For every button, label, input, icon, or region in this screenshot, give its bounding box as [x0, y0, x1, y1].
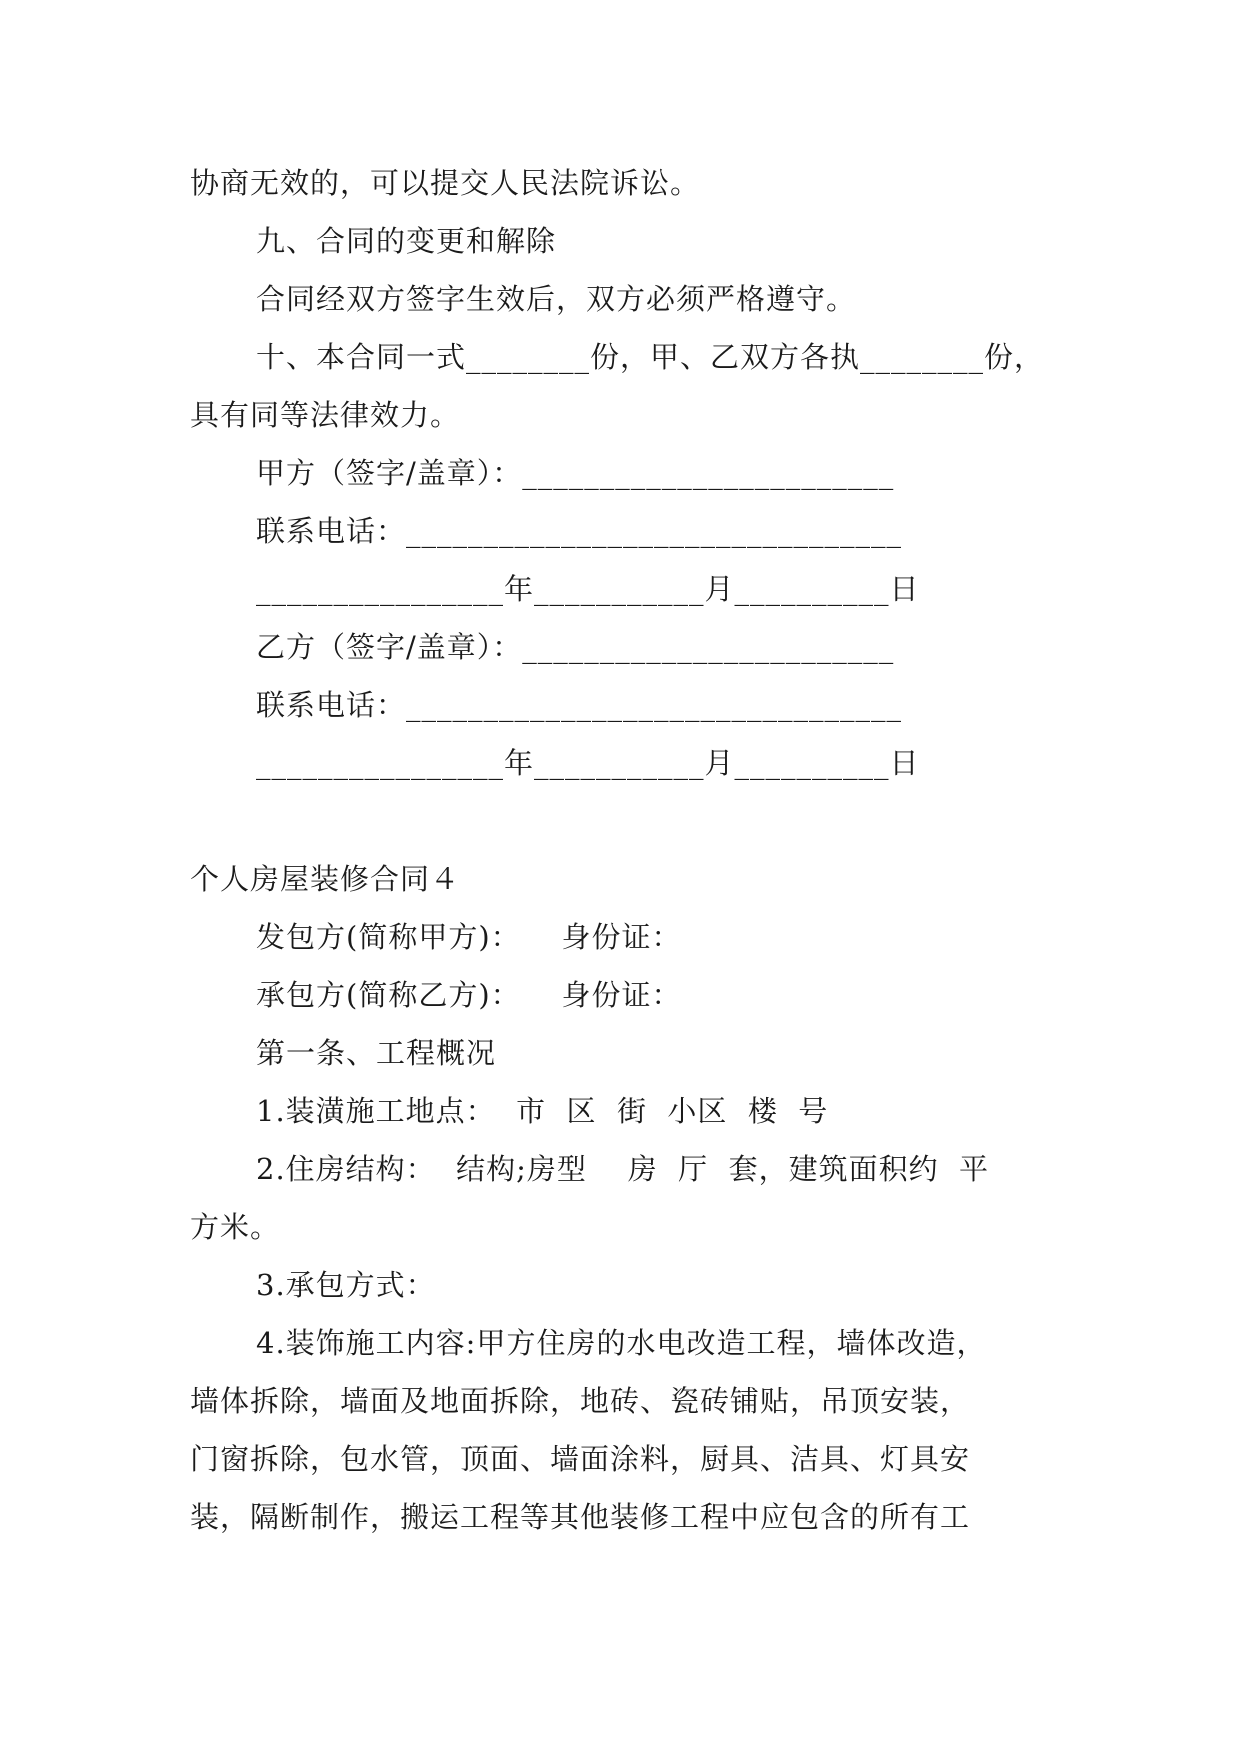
paragraph-line: 墙体拆除，墙面及地面拆除，地砖、瓷砖铺贴，吊顶安装，: [190, 1384, 971, 1418]
paragraph-line: 门窗拆除，包水管，顶面、墙面涂料，厨具、洁具、灯具安: [190, 1442, 971, 1476]
paragraph-line: 方米。: [190, 1210, 281, 1244]
party-b-signature-line: 乙方（签字/盖章）：________________________: [256, 630, 895, 664]
paragraph-line: 2.住房结构： 结构;房型 房 厅 套，建筑面积约 平: [256, 1152, 990, 1186]
paragraph-line: 装，隔断制作，搬运工程等其他装修工程中应包含的所有工: [190, 1500, 971, 1534]
paragraph-line: 3.承包方式：: [256, 1268, 436, 1302]
party-b-phone-line: 联系电话：________________________________: [256, 688, 903, 722]
paragraph-line: 合同经双方签字生效后，双方必须严格遵守。: [256, 282, 857, 316]
party-b-date-line: ________________年___________月__________日: [256, 746, 920, 780]
section-heading: 九、合同的变更和解除: [256, 224, 557, 258]
section-heading: 第一条、工程概况: [256, 1036, 497, 1070]
paragraph-line: 协商无效的，可以提交人民法院诉讼。: [190, 166, 701, 200]
party-a-date-line: ________________年___________月__________日: [256, 572, 920, 606]
paragraph-line: 4.装饰施工内容:甲方住房的水电改造工程，墙体改造，: [256, 1326, 987, 1360]
paragraph-line: 具有同等法律效力。: [190, 398, 461, 432]
paragraph-line: 承包方(简称乙方)： 身份证：: [256, 978, 682, 1012]
party-a-phone-line: 联系电话：________________________________: [256, 514, 903, 548]
party-a-signature-line: 甲方（签字/盖章）：________________________: [256, 456, 895, 490]
paragraph-line: 发包方(简称甲方)： 身份证：: [256, 920, 682, 954]
contract-title: 个人房屋装修合同４: [190, 862, 461, 896]
paragraph-line: 1.装潢施工地点： 市 区 街 小区 楼 号: [256, 1094, 829, 1128]
paragraph-line: 十、本合同一式________份，甲、乙双方各执________份，: [256, 340, 1045, 374]
